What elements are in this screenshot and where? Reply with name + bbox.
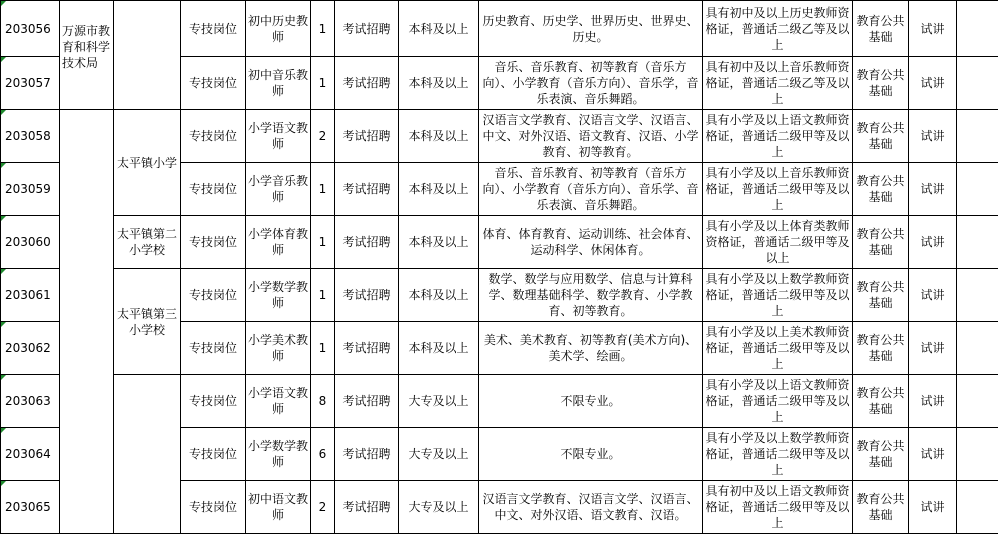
method-cell: 考试招聘 [335, 1, 399, 57]
count-cell: 1 [311, 216, 335, 269]
post-code-cell: 203064 [1, 428, 60, 481]
post-name-cell: 小学数学教师 [246, 269, 311, 322]
post-type-cell: 专技岗位 [181, 269, 246, 322]
test-cell: 试讲 [909, 269, 957, 322]
method-cell: 考试招聘 [335, 375, 399, 428]
post-name-cell: 小学体育教师 [246, 216, 311, 269]
test-cell: 试讲 [909, 57, 957, 110]
requirement-cell: 具有小学及以上语文教师资格证，普通话二级甲等及以上 [703, 375, 853, 428]
major-cell: 体育、体育教育、运动训练、社会体育、运动科学、休闲体育。 [479, 216, 703, 269]
post-name-cell: 初中历史教师 [246, 1, 311, 57]
subject-cell: 教育公共基础 [853, 375, 909, 428]
subject-cell: 教育公共基础 [853, 163, 909, 216]
method-cell: 考试招聘 [335, 110, 399, 163]
count-cell: 6 [311, 428, 335, 481]
post-name-cell: 小学语文教师 [246, 110, 311, 163]
subject-cell: 教育公共基础 [853, 216, 909, 269]
count-cell: 2 [311, 110, 335, 163]
post-code-cell: 203060 [1, 216, 60, 269]
method-cell: 考试招聘 [335, 216, 399, 269]
method-cell: 考试招聘 [335, 428, 399, 481]
unit-cell: 太平镇小学 [114, 110, 181, 216]
organization-cell: 万源市教育和科学技术局 [60, 1, 114, 110]
unit-cell [114, 375, 181, 534]
post-type-cell: 专技岗位 [181, 481, 246, 534]
table-row [1, 216, 998, 269]
post-type-cell: 专技岗位 [181, 375, 246, 428]
post-code-cell: 203061 [1, 269, 60, 322]
organization-cell-continued [60, 110, 114, 534]
subject-cell: 教育公共基础 [853, 1, 909, 57]
table-row [1, 375, 998, 428]
unit-cell: 太平镇第二小学校 [114, 216, 181, 269]
post-type-cell: 专技岗位 [181, 163, 246, 216]
table-row [1, 269, 998, 322]
unit-cell: 太平镇第三小学校 [114, 269, 181, 375]
education-cell: 本科及以上 [399, 322, 479, 375]
post-type-cell: 专技岗位 [181, 110, 246, 163]
education-cell: 大专及以上 [399, 375, 479, 428]
remark-cell [957, 110, 998, 163]
requirement-cell: 具有小学及以上数学教师资格证，普通话二级甲等及以上 [703, 269, 853, 322]
subject-cell: 教育公共基础 [853, 110, 909, 163]
major-cell: 不限专业。 [479, 375, 703, 428]
post-type-cell: 专技岗位 [181, 322, 246, 375]
subject-cell: 教育公共基础 [853, 428, 909, 481]
method-cell: 考试招聘 [335, 322, 399, 375]
test-cell: 试讲 [909, 1, 957, 57]
post-name-cell: 小学音乐教师 [246, 163, 311, 216]
method-cell: 考试招聘 [335, 481, 399, 534]
test-cell: 试讲 [909, 163, 957, 216]
post-name-cell: 小学数学教师 [246, 428, 311, 481]
requirement-cell: 具有初中及以上音乐教师资格证，普通话二级乙等及以上 [703, 57, 853, 110]
education-cell: 大专及以上 [399, 481, 479, 534]
remark-cell [957, 216, 998, 269]
count-cell: 1 [311, 57, 335, 110]
count-cell: 8 [311, 375, 335, 428]
remark-cell [957, 1, 998, 57]
subject-cell: 教育公共基础 [853, 481, 909, 534]
test-cell: 试讲 [909, 481, 957, 534]
post-code-cell: 203062 [1, 322, 60, 375]
count-cell: 1 [311, 163, 335, 216]
post-code-cell: 203057 [1, 57, 60, 110]
test-cell: 试讲 [909, 428, 957, 481]
test-cell: 试讲 [909, 322, 957, 375]
major-cell: 历史教育、历史学、世界历史、世界史、历史。 [479, 1, 703, 57]
post-name-cell: 小学美术教师 [246, 322, 311, 375]
major-cell: 音乐、音乐教育、初等教育（音乐方向）、小学教育（音乐方向）、音乐学、音乐表演、音乐舞蹈。 [479, 163, 703, 216]
major-cell: 汉语言文学教育、汉语言文学、汉语言、中文、对外汉语、语文教育、汉语、小学教育、初等教育。 [479, 110, 703, 163]
education-cell: 本科及以上 [399, 57, 479, 110]
count-cell: 1 [311, 1, 335, 57]
method-cell: 考试招聘 [335, 57, 399, 110]
post-code-cell: 203058 [1, 110, 60, 163]
post-type-cell: 专技岗位 [181, 1, 246, 57]
subject-cell: 教育公共基础 [853, 322, 909, 375]
post-type-cell: 专技岗位 [181, 428, 246, 481]
education-cell: 大专及以上 [399, 428, 479, 481]
post-code-cell: 203059 [1, 163, 60, 216]
test-cell: 试讲 [909, 375, 957, 428]
remark-cell [957, 322, 998, 375]
remark-cell [957, 481, 998, 534]
education-cell: 本科及以上 [399, 163, 479, 216]
remark-cell [957, 375, 998, 428]
unit-cell [114, 1, 181, 110]
count-cell: 1 [311, 322, 335, 375]
table-row [1, 1, 998, 57]
method-cell: 考试招聘 [335, 269, 399, 322]
subject-cell: 教育公共基础 [853, 57, 909, 110]
requirement-cell: 具有小学及以上体育类教师资格证，普通话二级甲等及以上 [703, 216, 853, 269]
major-cell: 音乐、音乐教育、初等教育（音乐方向）、小学教育（音乐方向）、音乐学，音乐表演、音乐舞蹈。 [479, 57, 703, 110]
major-cell: 汉语言文学教育、汉语言文学、汉语言、中文、对外汉语、语文教育、汉语。 [479, 481, 703, 534]
requirement-cell: 具有初中及以上历史教师资格证，普通话二级乙等及以上 [703, 1, 853, 57]
remark-cell [957, 57, 998, 110]
major-cell: 美术、美术教育、初等教育(美术方向)、美术学、绘画。 [479, 322, 703, 375]
education-cell: 本科及以上 [399, 269, 479, 322]
remark-cell [957, 269, 998, 322]
requirement-cell: 具有小学及以上语文教师资格证，普通话二级甲等及以上 [703, 110, 853, 163]
requirement-cell: 具有小学及以上美术教师资格证，普通话二级甲等及以上 [703, 322, 853, 375]
count-cell: 1 [311, 269, 335, 322]
method-cell: 考试招聘 [335, 163, 399, 216]
remark-cell [957, 163, 998, 216]
table-row [1, 110, 998, 163]
education-cell: 本科及以上 [399, 216, 479, 269]
post-name-cell: 初中音乐教师 [246, 57, 311, 110]
major-cell: 不限专业。 [479, 428, 703, 481]
count-cell: 2 [311, 481, 335, 534]
post-code-cell: 203063 [1, 375, 60, 428]
requirement-cell: 具有小学及以上数学教师资格证，普通话二级甲等及以上 [703, 428, 853, 481]
education-cell: 本科及以上 [399, 1, 479, 57]
post-name-cell: 初中语文教师 [246, 481, 311, 534]
education-cell: 本科及以上 [399, 110, 479, 163]
subject-cell: 教育公共基础 [853, 269, 909, 322]
post-name-cell: 小学语文教师 [246, 375, 311, 428]
post-code-cell: 203056 [1, 1, 60, 57]
requirement-cell: 具有小学及以上音乐教师资格证，普通话二级甲等及以上 [703, 163, 853, 216]
test-cell: 试讲 [909, 110, 957, 163]
post-type-cell: 专技岗位 [181, 57, 246, 110]
remark-cell [957, 428, 998, 481]
requirement-cell: 具有初中及以上语文教师资格证，普通话二级甲等及以上 [703, 481, 853, 534]
post-code-cell: 203065 [1, 481, 60, 534]
major-cell: 数学、数学与应用数学、信息与计算科学、数理基础科学、数学教育、小学教育、初等教育。 [479, 269, 703, 322]
test-cell: 试讲 [909, 216, 957, 269]
post-type-cell: 专技岗位 [181, 216, 246, 269]
